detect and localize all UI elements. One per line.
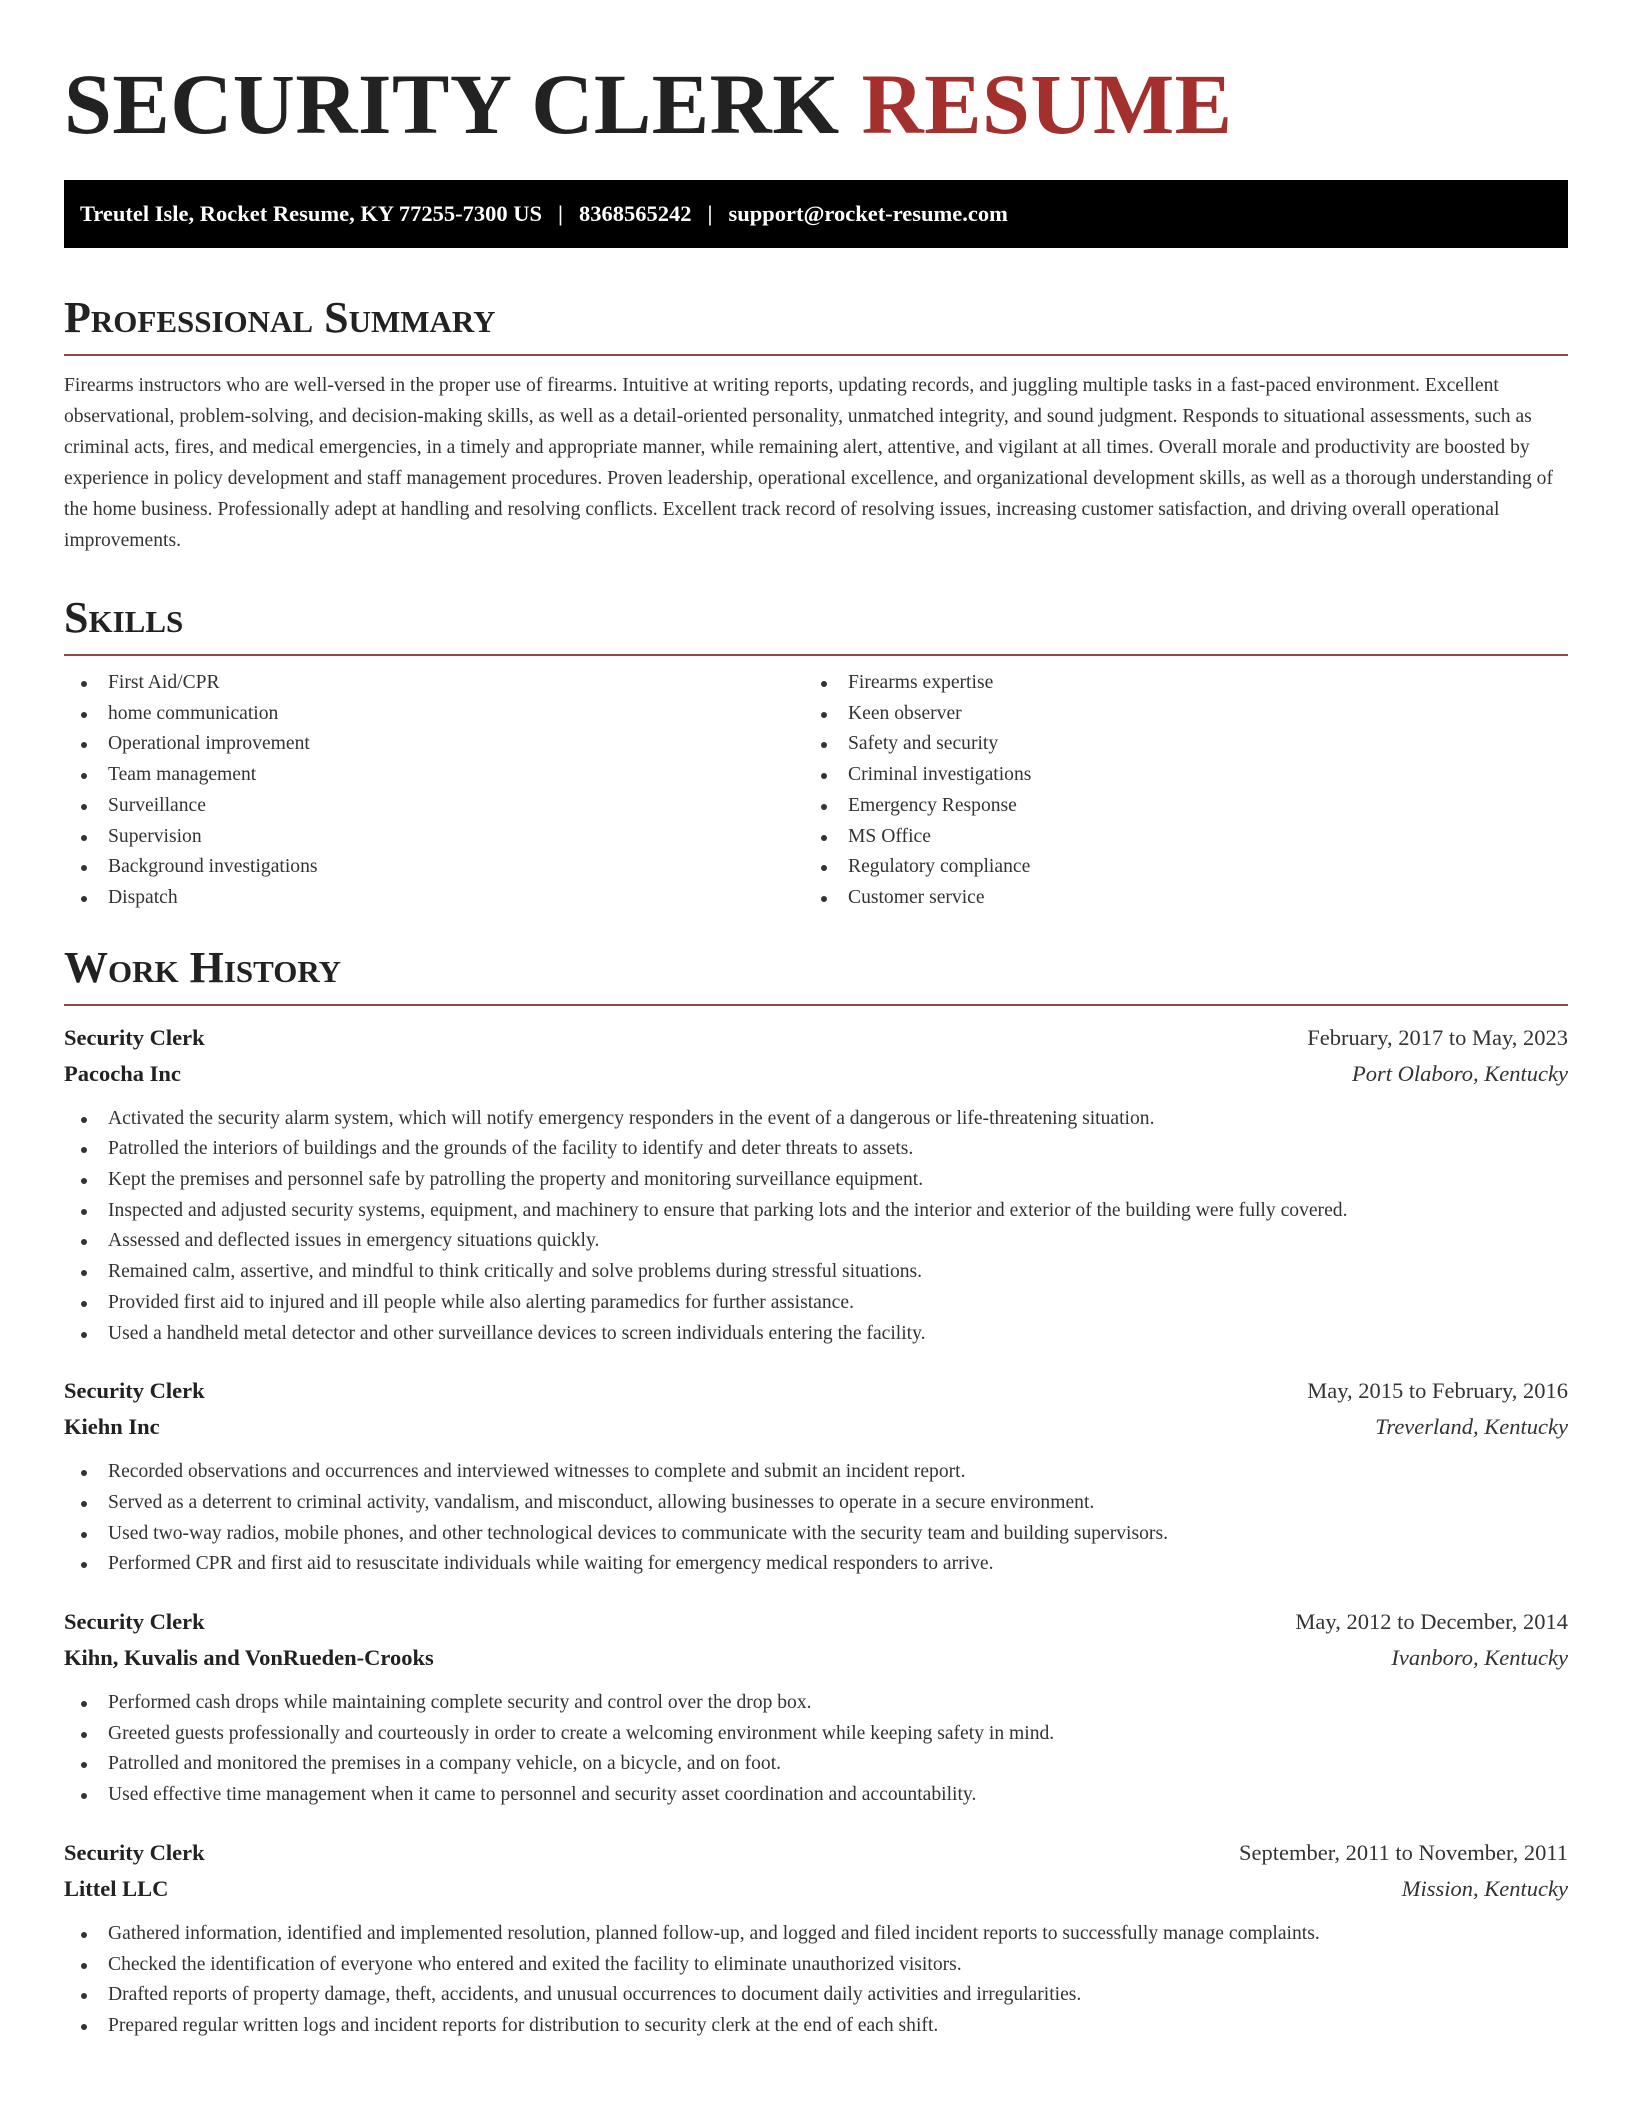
job-location: Treverland, Kentucky	[1375, 1414, 1568, 1440]
skill-item: Firearms expertise	[804, 668, 1544, 699]
job-bullet: Remained calm, assertive, and mindful to think critically and solve problems during stressful situations.	[64, 1257, 1568, 1288]
section-divider	[64, 654, 1568, 656]
section-divider	[64, 1004, 1568, 1006]
job-bullets	[64, 1457, 1568, 1580]
skills-section	[64, 592, 1568, 914]
skills-heading: Skills	[64, 593, 184, 642]
job-location: Port Olaboro, Kentucky	[1351, 1060, 1568, 1086]
job-bullet: Inspected and adjusted security systems, equipment, and machinery to ensure that parking lots and the interior and exterior of the building were fully covered.	[64, 1196, 1568, 1227]
job-bullet: Activated the security alarm system, which will notify emergency responders in the event of a dangerous or life-threatening situation.	[64, 1104, 1568, 1135]
job-location: Mission, Kentucky	[1401, 1875, 1568, 1901]
job-bullet: Checked the identification of everyone who entered and exited the facility to eliminate unauthorized visitors.	[64, 1950, 1568, 1981]
job-bullet: Gathered information, identified and implemented resolution, planned follow-up, and logged and filed incident reports to successfully manage complaints.	[64, 1919, 1568, 1950]
skill-item: Regulatory compliance	[804, 852, 1544, 883]
job-header-row	[64, 1373, 1568, 1409]
job-entry	[64, 1604, 1568, 1811]
work-section	[64, 942, 1568, 2042]
summary-text: Firearms instructors who are well-versed in the proper use of firearms. Intuitive at writing reports, updating records, and juggling multiple tasks in a fast-paced environment. Excellent observational, problem-solving, and decision-making skills, as well as a detail-oriented personality, unmatched integrity, and sound judgment. Responds to situational assessments, such as criminal acts, fires, and medical emergencies, in a timely and appropriate manner, while remaining alert, attentive, and vigilant at all times. Overall morale and productivity are boosted by experience in policy development and staff management procedures. Proven leadership, operational excellence, and organizational development skills, as well as a thorough understanding of the home business. Professionally adept at handling and resolving conflicts. Excellent track record of resolving issues, increasing customer satisfaction, and driving overall operational improvements.	[64, 375, 1553, 551]
job-title: Security Clerk	[64, 1609, 205, 1635]
job-company-row	[64, 1871, 1568, 1907]
skill-item: home communication	[64, 699, 804, 730]
job-header-row	[64, 1020, 1568, 1056]
job-bullet: Performed CPR and first aid to resuscitate individuals while waiting for emergency medical responders to arrive.	[64, 1549, 1568, 1580]
skills-columns	[64, 668, 1568, 914]
skill-item: Supervision	[64, 822, 804, 853]
job-bullet: Provided first aid to injured and ill people while also alerting paramedics for further assistance.	[64, 1288, 1568, 1319]
job-title: Security Clerk	[64, 1024, 205, 1050]
job-company-row	[64, 1640, 1568, 1676]
job-dates: September, 2011 to November, 2011	[1239, 1839, 1568, 1865]
job-title: Security Clerk	[64, 1839, 205, 1865]
resume-title	[64, 54, 1568, 154]
job-header-row	[64, 1604, 1568, 1640]
job-bullets	[64, 1919, 1568, 2042]
job-bullets	[64, 1688, 1568, 1811]
skills-left-column	[64, 668, 804, 914]
job-bullet: Patrolled and monitored the premises in a company vehicle, on a bicycle, and on foot.	[64, 1749, 1568, 1780]
job-bullet: Prepared regular written logs and incident reports for distribution to security clerk at the end of each shift.	[64, 2011, 1568, 2042]
skill-item: Safety and security	[804, 729, 1544, 760]
section-divider	[64, 354, 1568, 356]
job-entry	[64, 1020, 1568, 1350]
job-bullet: Recorded observations and occurrences and interviewed witnesses to complete and submit an incident report.	[64, 1457, 1568, 1488]
job-company: Kihn, Kuvalis and VonRueden-Crooks	[64, 1645, 434, 1671]
job-dates: May, 2012 to December, 2014	[1295, 1609, 1568, 1635]
skill-item: Dispatch	[64, 883, 804, 914]
contact-email[interactable]: support@rocket-resume.com	[728, 201, 1008, 226]
job-bullet: Served as a deterrent to criminal activity, vandalism, and misconduct, allowing businesses to operate in a secure environment.	[64, 1488, 1568, 1519]
job-location: Ivanboro, Kentucky	[1391, 1645, 1568, 1671]
job-bullet: Used a handheld metal detector and other surveillance devices to screen individuals entering the facility.	[64, 1319, 1568, 1350]
summary-section	[64, 292, 1568, 556]
skill-item: Criminal investigations	[804, 760, 1544, 791]
contact-separator: |	[707, 201, 713, 226]
skill-item: Surveillance	[64, 791, 804, 822]
skill-item: First Aid/CPR	[64, 668, 804, 699]
job-bullets	[64, 1104, 1568, 1350]
job-bullet: Used two-way radios, mobile phones, and other technological devices to communicate with the security team and building supervisors.	[64, 1519, 1568, 1550]
job-bullet: Drafted reports of property damage, theft, accidents, and unusual occurrences to document daily activities and irregularities.	[64, 1980, 1568, 2011]
job-bullet: Greeted guests professionally and courteously in order to create a welcoming environment while keeping safety in mind.	[64, 1719, 1568, 1750]
skill-item: Operational improvement	[64, 729, 804, 760]
skill-item: Background investigations	[64, 852, 804, 883]
job-list	[64, 1020, 1568, 2042]
job-bullet: Patrolled the interiors of buildings and the grounds of the facility to identify and deter threats to assets.	[64, 1134, 1568, 1165]
job-company: Kiehn Inc	[64, 1414, 160, 1440]
job-bullet: Assessed and deflected issues in emergency situations quickly.	[64, 1226, 1568, 1257]
job-bullet: Used effective time management when it came to personnel and security asset coordination and accountability.	[64, 1780, 1568, 1811]
title-accent: RESUME	[861, 56, 1233, 152]
job-entry	[64, 1373, 1568, 1580]
job-company-row	[64, 1409, 1568, 1445]
title-main: SECURITY CLERK	[64, 56, 840, 152]
job-header-row	[64, 1835, 1568, 1871]
job-entry	[64, 1835, 1568, 2042]
skill-item: Team management	[64, 760, 804, 791]
job-dates: May, 2015 to February, 2016	[1307, 1378, 1568, 1404]
contact-separator: |	[558, 201, 563, 226]
job-company: Littel LLC	[64, 1875, 169, 1901]
skill-item: Keen observer	[804, 699, 1544, 730]
contact-bar	[64, 180, 1568, 248]
skill-item: Customer service	[804, 883, 1544, 914]
skill-item: Emergency Response	[804, 791, 1544, 822]
skill-item: MS Office	[804, 822, 1544, 853]
job-company: Pacocha Inc	[64, 1060, 181, 1086]
skills-right-column	[804, 668, 1544, 914]
work-heading: Work History	[64, 942, 342, 992]
job-company-row	[64, 1056, 1568, 1092]
job-bullet: Kept the premises and personnel safe by patrolling the property and monitoring surveillance equipment.	[64, 1165, 1568, 1196]
contact-phone[interactable]: 8368565242	[579, 201, 692, 226]
job-bullet: Performed cash drops while maintaining complete security and control over the drop box.	[64, 1688, 1568, 1719]
summary-heading: Professional Summary	[64, 293, 496, 342]
job-dates: February, 2017 to May, 2023	[1307, 1024, 1568, 1050]
contact-address: Treutel Isle, Rocket Resume, KY 77255-7300 US	[80, 201, 543, 226]
job-title: Security Clerk	[64, 1378, 205, 1404]
